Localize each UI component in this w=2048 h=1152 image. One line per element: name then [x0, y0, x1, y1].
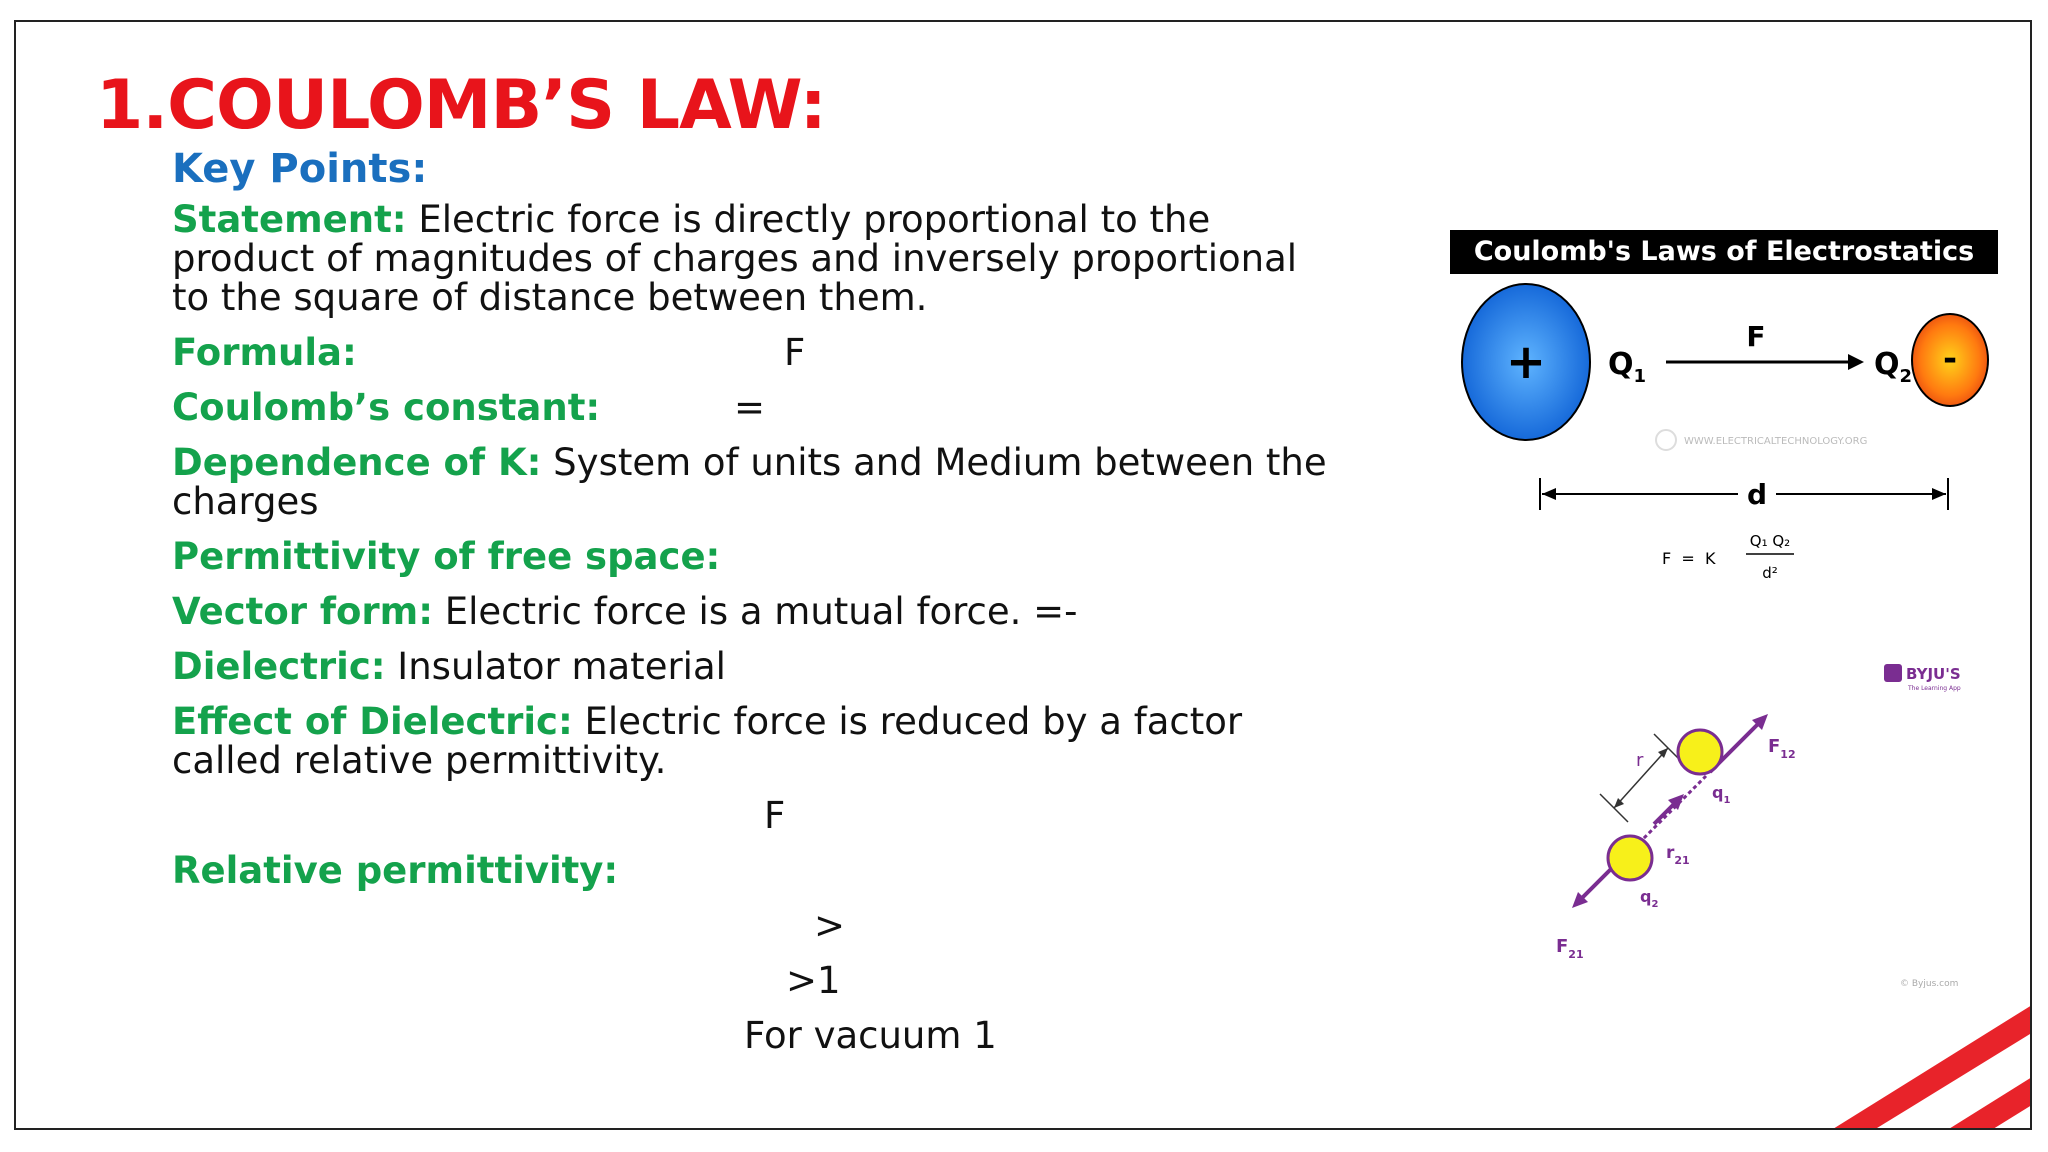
- effect-formula-line: [172, 796, 1342, 835]
- point-relative-permittivity: [172, 851, 1342, 890]
- f21-label: $F_{21}$: [1556, 936, 1584, 961]
- point-effect-dielectric: [172, 702, 1342, 780]
- f12-label: $F_{12}$: [1768, 736, 1796, 761]
- point-label: Permittivity of free space:: [172, 535, 721, 578]
- point-label: Statement:: [172, 198, 407, 241]
- effect-fragment: F: [764, 794, 786, 837]
- r-label: r: [1636, 750, 1644, 771]
- point-text: Electric force is a mutual force. =-: [433, 590, 1078, 633]
- byjus-logo-icon: [1884, 664, 1902, 682]
- relative-line-2: [172, 961, 1342, 1000]
- slide-title: 1.COULOMB’S LAW:: [96, 66, 826, 145]
- watermark: WWW.ELECTRICALTECHNOLOGY.ORG: [1684, 436, 1868, 447]
- point-coulomb-constant: [172, 388, 1342, 427]
- decorative-stripes: [1756, 962, 2032, 1130]
- negative-sign: -: [1942, 339, 1958, 379]
- formula-numerator: Q₁ Q₂: [1749, 532, 1791, 550]
- r21-label: $r_{21}$: [1666, 843, 1690, 867]
- q2-label: $Q_2$: [1874, 347, 1913, 387]
- diagram-title: Coulomb's Laws of Electrostatics: [1473, 236, 1975, 267]
- point-text: Electric force is reduced by a factor called relative permittivity.: [172, 700, 1243, 782]
- point-label: Dependence of K:: [172, 441, 542, 484]
- vector-form-diagram: [1516, 652, 1976, 1012]
- point-label: Coulomb’s constant:: [172, 386, 601, 429]
- watermark-bulb-icon: [1656, 430, 1676, 450]
- q2-label: $q_2$: [1640, 887, 1659, 910]
- gt-one-fragment: >1: [786, 959, 841, 1002]
- distance-label: d: [1746, 478, 1768, 511]
- distance-arrow-left: [1542, 488, 1556, 500]
- point-vector-form: [172, 592, 1342, 631]
- slide: [14, 20, 2032, 1130]
- f21-arrow: [1578, 868, 1612, 902]
- point-label: Effect of Dielectric:: [172, 700, 573, 743]
- key-points-heading: Key Points:: [172, 146, 428, 192]
- relative-line-1: [172, 906, 1342, 945]
- point-label: Formula:: [172, 331, 357, 374]
- key-points-content: [172, 144, 1342, 1071]
- point-dielectric: [172, 647, 1342, 686]
- q1-label: $q_1$: [1712, 783, 1731, 806]
- point-label: Dielectric:: [172, 645, 386, 688]
- point-label: Vector form:: [172, 590, 433, 633]
- point-label: Relative permittivity:: [172, 849, 619, 892]
- point-text: Insulator material: [385, 645, 726, 688]
- point-text: Electric force is directly proportional to the product of magnitudes of charges and inversely proportional to the square of distance between them.: [172, 198, 1298, 319]
- relative-line-3: [172, 1016, 1342, 1055]
- formula-lhs: F = K: [1662, 549, 1716, 568]
- force-arrowhead: [1848, 354, 1864, 370]
- byjus-brand: BYJU'S: [1906, 665, 1961, 683]
- point-permittivity: [172, 537, 1342, 576]
- constant-fragment: =: [734, 386, 766, 429]
- point-text: System of units and Medium between the charges: [172, 441, 1327, 523]
- point-formula: [172, 333, 1342, 372]
- vacuum-fragment: For vacuum 1: [744, 1014, 997, 1057]
- positive-sign: +: [1505, 334, 1547, 390]
- q1-label: $Q_1$: [1608, 347, 1647, 387]
- distance-arrow-right: [1932, 488, 1946, 500]
- byjus-tagline: The Learning App: [1908, 685, 1961, 692]
- charge-q2: [1608, 836, 1652, 880]
- point-dependence-k: [172, 443, 1342, 521]
- force-label: F: [1746, 320, 1766, 353]
- formula-denominator: d²: [1762, 564, 1778, 582]
- formula-fragment: F: [784, 331, 806, 374]
- dashed-connector: [1634, 776, 1706, 848]
- gt-fragment: >: [814, 904, 846, 947]
- charge-q1: [1678, 730, 1722, 774]
- point-statement: [172, 200, 1342, 317]
- coulomb-law-diagram: [1434, 208, 2014, 608]
- copyright: © Byjus.com: [1900, 979, 1959, 989]
